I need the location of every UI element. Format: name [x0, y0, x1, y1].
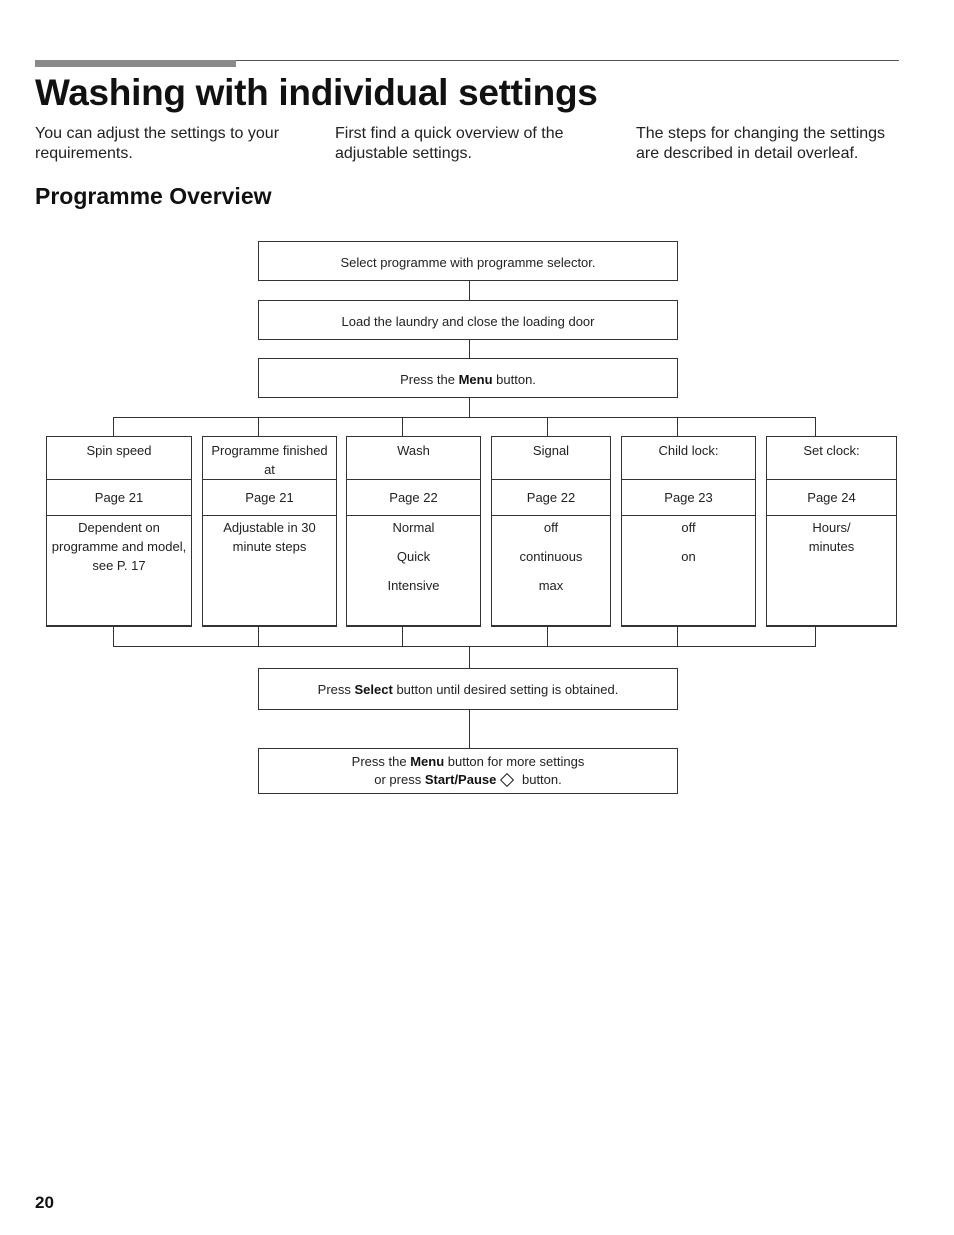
- branch-drop-5: [677, 417, 678, 437]
- step-menu-or-start-line2: or press Start/Pause button.: [374, 772, 562, 787]
- setting-option: Hours/ minutes: [808, 520, 855, 554]
- setting-page-ref: Page 21: [203, 480, 336, 516]
- setting-set-clock: [766, 436, 897, 627]
- menu-button-label: Menu: [458, 372, 493, 387]
- branch-drop-2: [258, 417, 259, 437]
- merge-rise-2: [258, 626, 259, 647]
- branch-drop-4: [547, 417, 548, 437]
- intro-text-3: The steps for changing the settings are described in detail overleaf.: [636, 125, 886, 162]
- intro-text-1: You can adjust the settings to your requirements.: [35, 125, 280, 162]
- step-press-select-text: Press Select button until desired setting is obtained.: [317, 682, 619, 697]
- setting-options: [492, 516, 610, 605]
- branch-drop-6: [815, 417, 816, 437]
- section-title: Programme Overview: [35, 183, 272, 209]
- setting-page-ref: Page 22: [492, 480, 610, 516]
- merge-rise-6: [815, 626, 816, 647]
- step-press-menu: [258, 358, 678, 398]
- setting-page-ref: Page 23: [622, 480, 755, 516]
- branch-drop-1: [113, 417, 114, 437]
- setting-head: Set clock:: [767, 437, 896, 480]
- setting-options: [347, 516, 480, 605]
- setting-head: Child lock:: [622, 437, 755, 480]
- merge-rise-5: [677, 626, 678, 647]
- start-pause-diamond-icon: [500, 773, 514, 787]
- setting-wash: [346, 436, 481, 627]
- setting-child-lock: [621, 436, 756, 627]
- setting-options: [622, 516, 755, 576]
- branch-drop-3: [402, 417, 403, 437]
- merge-rise-4: [547, 626, 548, 647]
- setting-option: continuous: [519, 549, 583, 564]
- step-press-menu-text: Press the Menu button.: [400, 372, 536, 387]
- setting-head: Spin speed: [47, 437, 191, 480]
- connector-5: [469, 709, 470, 749]
- step-load-laundry-text: Load the laundry and close the loading door: [341, 314, 595, 329]
- connector-3: [469, 396, 470, 417]
- header-rule-accent: [35, 60, 236, 67]
- branch-line-top: [113, 417, 816, 418]
- setting-head: Programme finished at: [203, 437, 336, 480]
- step-select-programme-text: Select programme with programme selector.: [340, 255, 596, 270]
- connector-2: [469, 338, 470, 359]
- merge-rise-3: [402, 626, 403, 647]
- step-load-laundry: [258, 300, 678, 340]
- connector-1: [469, 280, 470, 300]
- setting-option: on: [681, 549, 696, 564]
- step-press-select: [258, 668, 678, 710]
- setting-spin-speed: [46, 436, 192, 627]
- setting-head: Wash: [347, 437, 480, 480]
- setting-option: off: [681, 520, 696, 535]
- menu-button-label: Menu: [410, 754, 445, 769]
- setting-option: max: [538, 578, 564, 593]
- setting-option: Adjustable in 30 minute steps: [223, 520, 316, 554]
- setting-head: Signal: [492, 437, 610, 480]
- step-menu-or-start-text: [259, 753, 677, 789]
- setting-programme-finished: [202, 436, 337, 627]
- connector-4: [469, 646, 470, 669]
- setting-page-ref: Page 21: [47, 480, 191, 516]
- start-pause-button-label: Start/Pause: [424, 772, 497, 787]
- page-number: 20: [35, 1193, 54, 1212]
- setting-option: Normal: [392, 520, 435, 535]
- setting-page-ref: Page 24: [767, 480, 896, 516]
- select-button-label: Select: [354, 682, 393, 697]
- intro-text-2: First find a quick overview of the adjustable settings.: [335, 125, 564, 162]
- step-menu-or-start: [258, 748, 678, 794]
- step-select-programme: [258, 241, 678, 281]
- merge-rise-1: [113, 626, 114, 647]
- page-title: Washing with individual settings: [35, 72, 598, 113]
- setting-signal: [491, 436, 611, 627]
- setting-option: Intensive: [387, 578, 440, 593]
- setting-page-ref: Page 22: [347, 480, 480, 516]
- step-menu-or-start-line1: Press the Menu button for more settings: [351, 754, 585, 769]
- setting-option: Dependent on programme and model, see P. 17: [51, 520, 187, 573]
- setting-option: Quick: [396, 549, 431, 564]
- setting-option: off: [543, 520, 559, 535]
- merge-line-bottom: [113, 646, 816, 647]
